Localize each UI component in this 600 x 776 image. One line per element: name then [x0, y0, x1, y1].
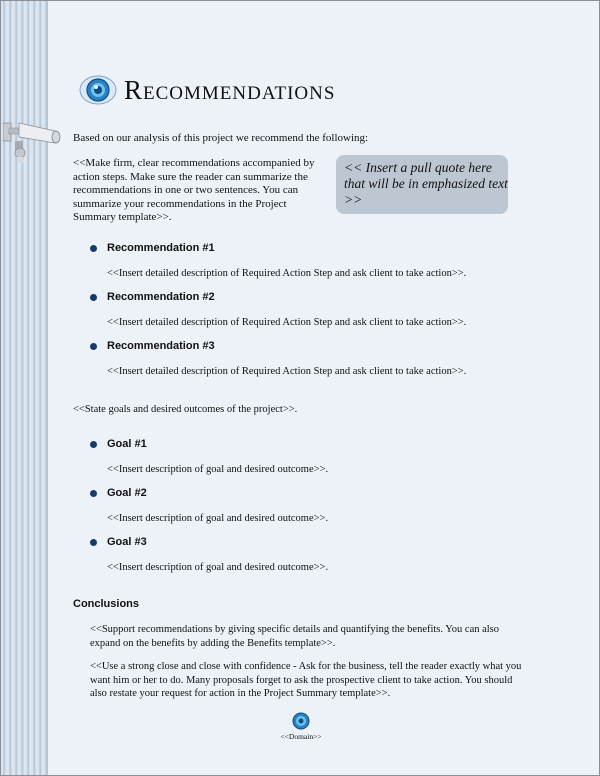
footer-globe-icon: [292, 712, 310, 730]
security-camera-icon: [3, 119, 63, 169]
footer-domain: <<Domain>>: [280, 732, 322, 741]
bullet-icon: [90, 245, 97, 252]
page-title: Recommendations: [124, 75, 336, 105]
recommendation-heading-3: Recommendation #3: [107, 340, 215, 352]
bullet-icon: [90, 441, 97, 448]
goal-heading-2: Goal #2: [107, 487, 147, 499]
recommendation-description-1: <<Insert detailed description of Required Action Step and ask client to take action>>.: [107, 268, 467, 279]
decorative-stripe-border: [1, 1, 48, 775]
pull-quote: << Insert a pull quote here that will be in emphasized text >>: [336, 155, 508, 214]
goal-heading-1: Goal #1: [107, 438, 147, 450]
recommendation-description-3: <<Insert detailed description of Required Action Step and ask client to take action>>.: [107, 366, 467, 377]
conclusions-paragraph-1: <<Support recommendations by giving specific details and quantifying the benefits. You can also expand on the benefits by adding the Benefits template>>.: [90, 624, 500, 649]
recommendation-heading-2: Recommendation #2: [107, 291, 215, 303]
conclusions-paragraph-2: <<Use a strong close and close with confidence - Ask for the business, tell the reader exactly what you want him or her to do. Many proposals forget to ask the prospective client to take action. You should also restate your request for action in the Project Summary template>>.: [90, 661, 522, 699]
globe-logo-icon: [79, 73, 117, 107]
conclusions-heading: Conclusions: [73, 598, 140, 610]
goal-description-1: <<Insert description of goal and desired outcome>>.: [107, 464, 329, 475]
goal-heading-3: Goal #3: [107, 536, 147, 548]
bullet-icon: [90, 294, 97, 301]
intro-text: Based on our analysis of this project we recommend the following:: [73, 132, 369, 144]
bullet-icon: [90, 539, 97, 546]
goal-description-3: <<Insert description of goal and desired outcome>>.: [107, 562, 329, 573]
recommendation-heading-1: Recommendation #1: [107, 242, 215, 254]
instructions-text: <<Make firm, clear recommendations accompanied by action steps. Make sure the reader can summarize the recommendations in one or two sentences. You can summarize your recommendations in the Project Summary template>>.: [73, 157, 315, 223]
goals-intro-text: <<State goals and desired outcomes of the project>>.: [73, 404, 298, 415]
recommendation-description-2: <<Insert detailed description of Required Action Step and ask client to take action>>.: [107, 317, 467, 328]
bullet-icon: [90, 343, 97, 350]
bullet-icon: [90, 490, 97, 497]
goal-description-2: <<Insert description of goal and desired outcome>>.: [107, 513, 329, 524]
